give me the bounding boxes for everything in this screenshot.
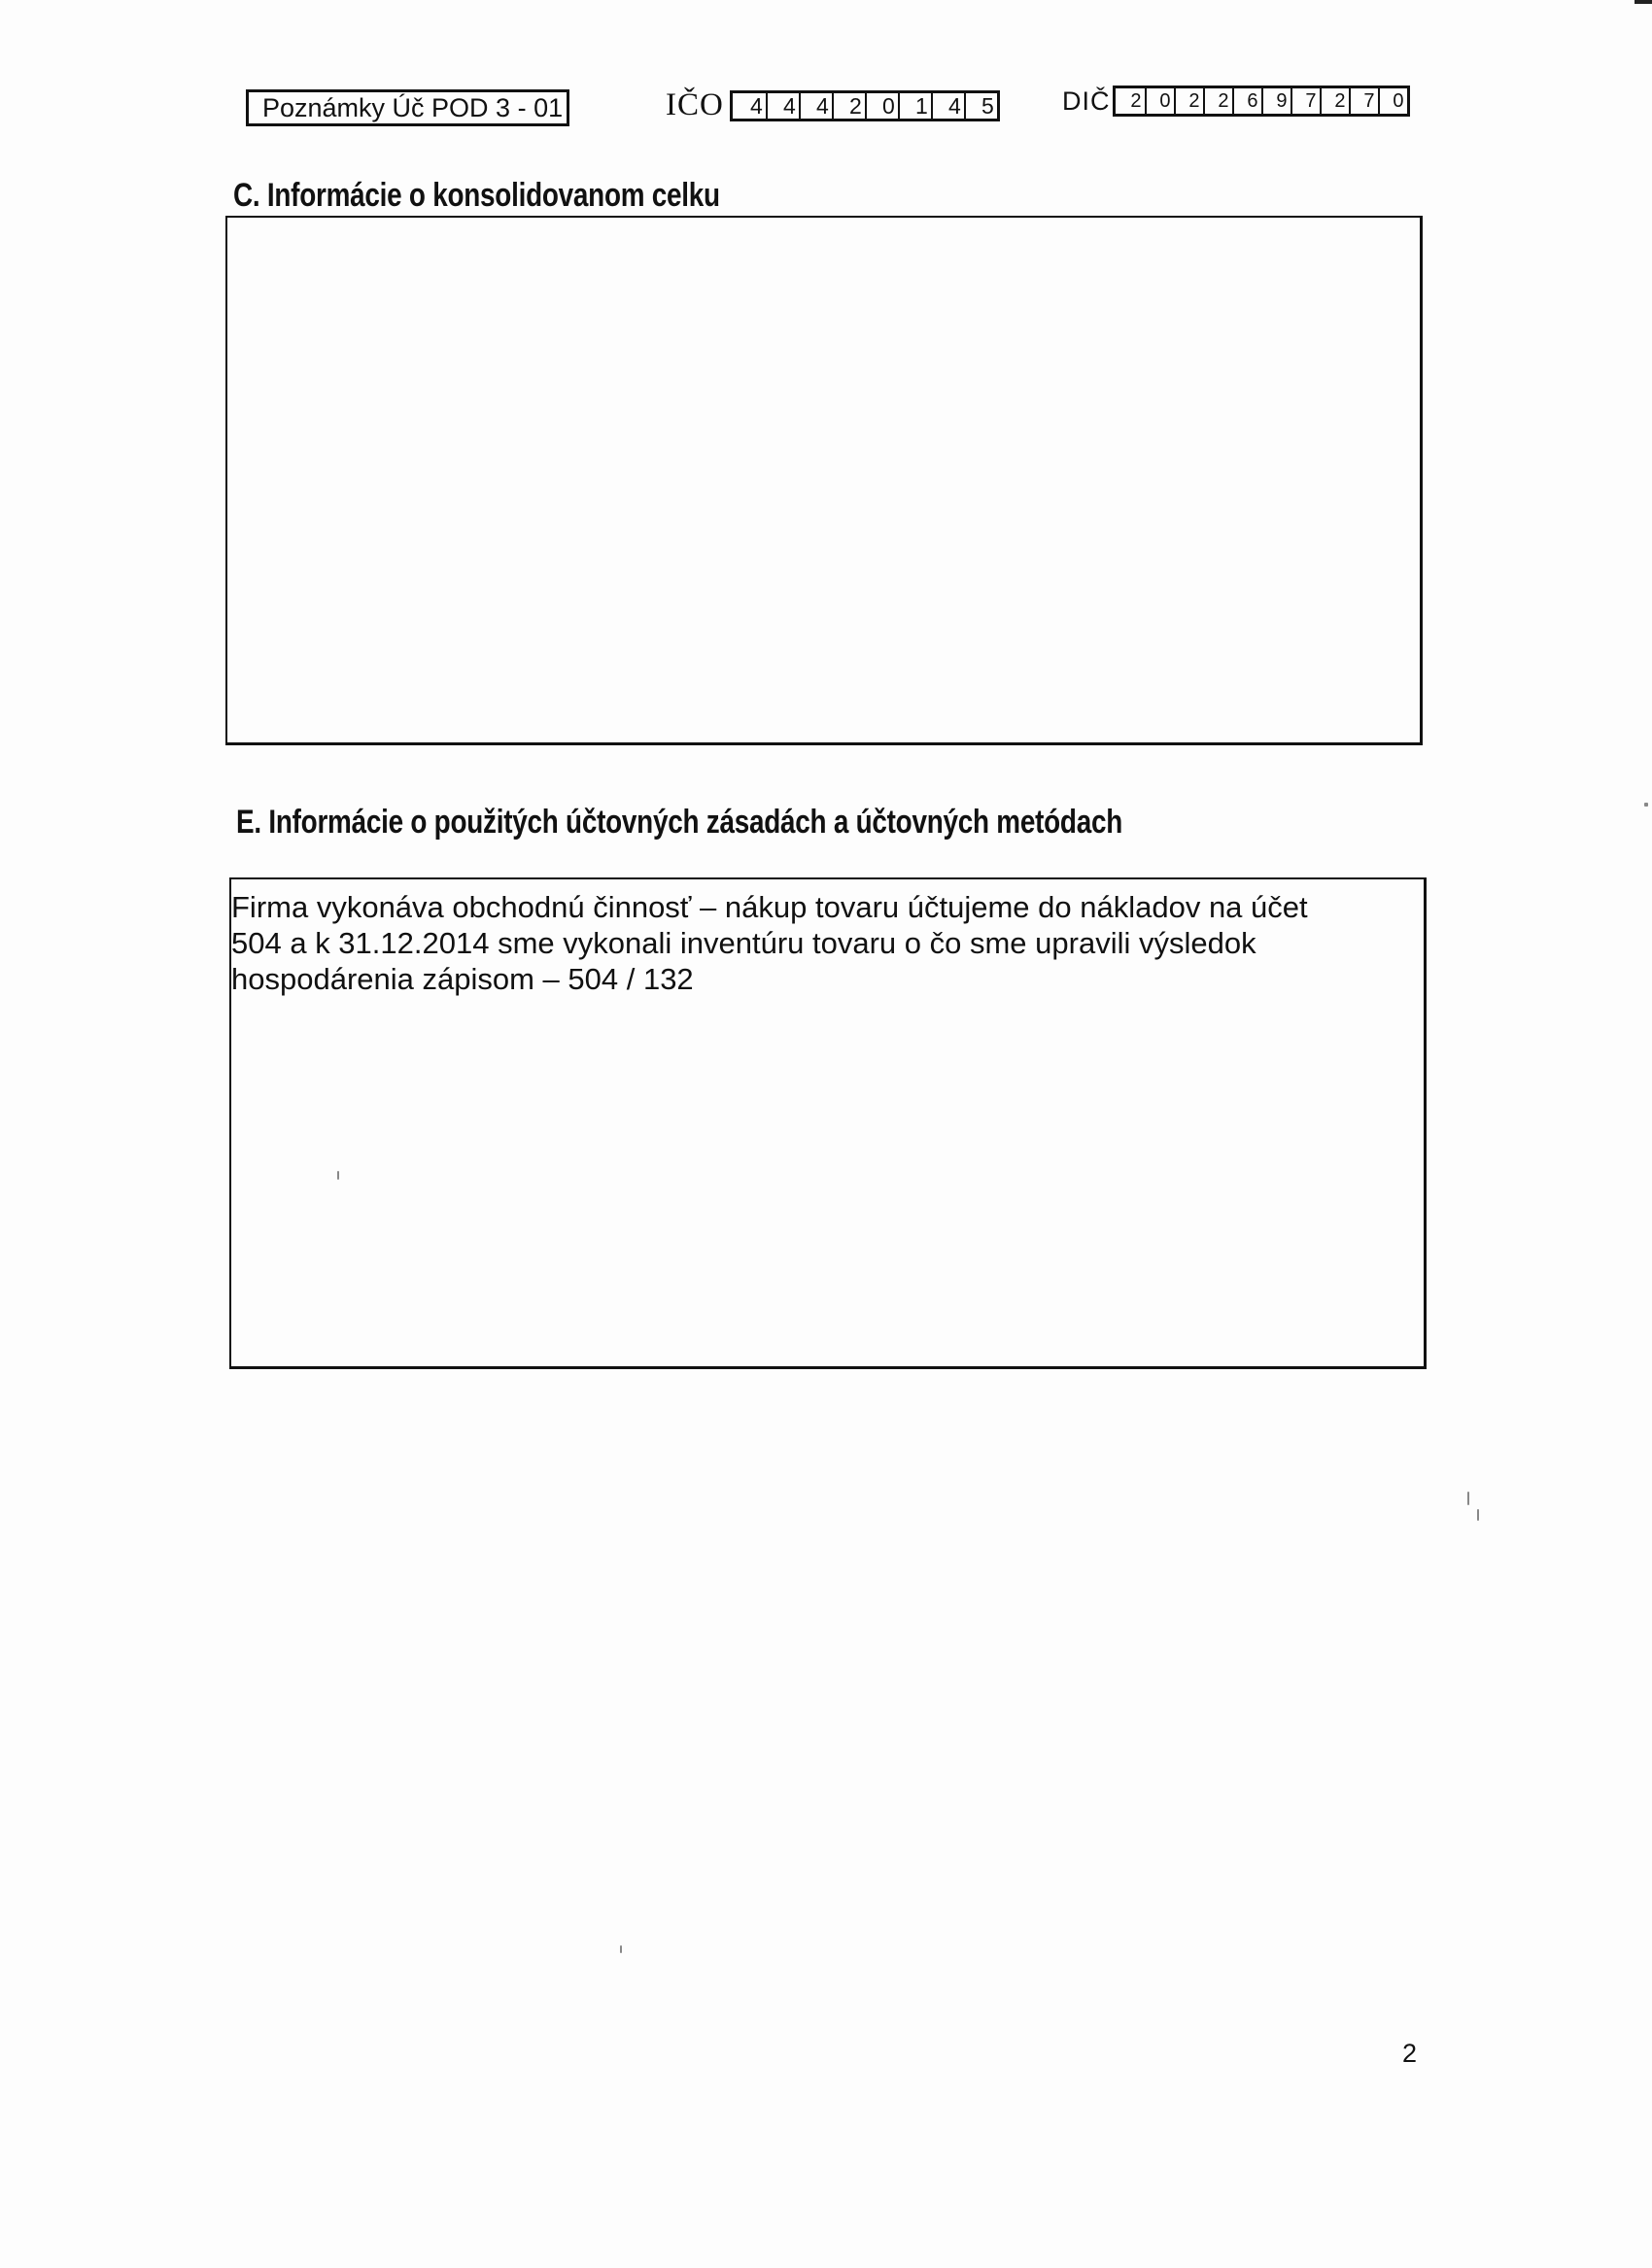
scan-edge-mark [1635,0,1652,4]
dic-digit: 0 [1145,88,1174,114]
dic-digit: 2 [1320,88,1349,114]
ico-digit: 5 [964,93,997,119]
ico-digit: 0 [865,93,898,119]
scan-speck [337,1171,339,1180]
scan-speck [1467,1492,1469,1505]
dic-field [1062,86,1410,117]
dic-digit: 7 [1291,88,1320,114]
dic-digit: 9 [1261,88,1291,114]
dic-label: DIČ [1062,86,1111,116]
dic-digit: 7 [1349,88,1378,114]
page-number: 2 [1402,2039,1418,2068]
section-e-text [231,889,1417,997]
section-c-box [225,216,1423,745]
form-label: Poznámky Úč POD 3 - 01 [246,89,569,126]
dic-digit: 0 [1378,88,1407,114]
dic-digit-boxes [1113,86,1410,117]
section-e-line: Firma vykonáva obchodnú činnosť – nákup tovaru účtujeme do nákladov na účet [231,890,1308,924]
dic-digit: 2 [1203,88,1232,114]
ico-digit-boxes [730,90,1000,121]
ico-label: IČO [666,87,724,122]
scan-speck [1644,803,1648,807]
section-e-box [229,877,1427,1369]
ico-digit: 4 [750,92,763,119]
section-e-heading: E. Informácie o použitých účtovných zásadách a účtovných metódach [236,804,1123,841]
ico-digit: 1 [898,93,931,119]
section-e-line: 504 a k 31.12.2014 sme vykonali inventúru tovaru o čo sme upravili výsledok [231,926,1256,960]
dic-digit: 2 [1174,88,1203,114]
ico-digit: 4 [766,93,799,119]
section-e-line: hospodárenia zápisom – 504 / 132 [231,962,694,996]
dic-digit: 2 [1130,90,1142,112]
section-c-heading: C. Informácie o konsolidovanom celku [233,177,720,214]
scan-speck [1477,1509,1479,1521]
dic-digit: 6 [1232,88,1261,114]
ico-digit: 4 [799,93,832,119]
ico-digit: 2 [832,93,865,119]
ico-digit: 4 [931,93,964,119]
ico-field [666,87,1000,123]
scan-speck [620,1945,622,1953]
